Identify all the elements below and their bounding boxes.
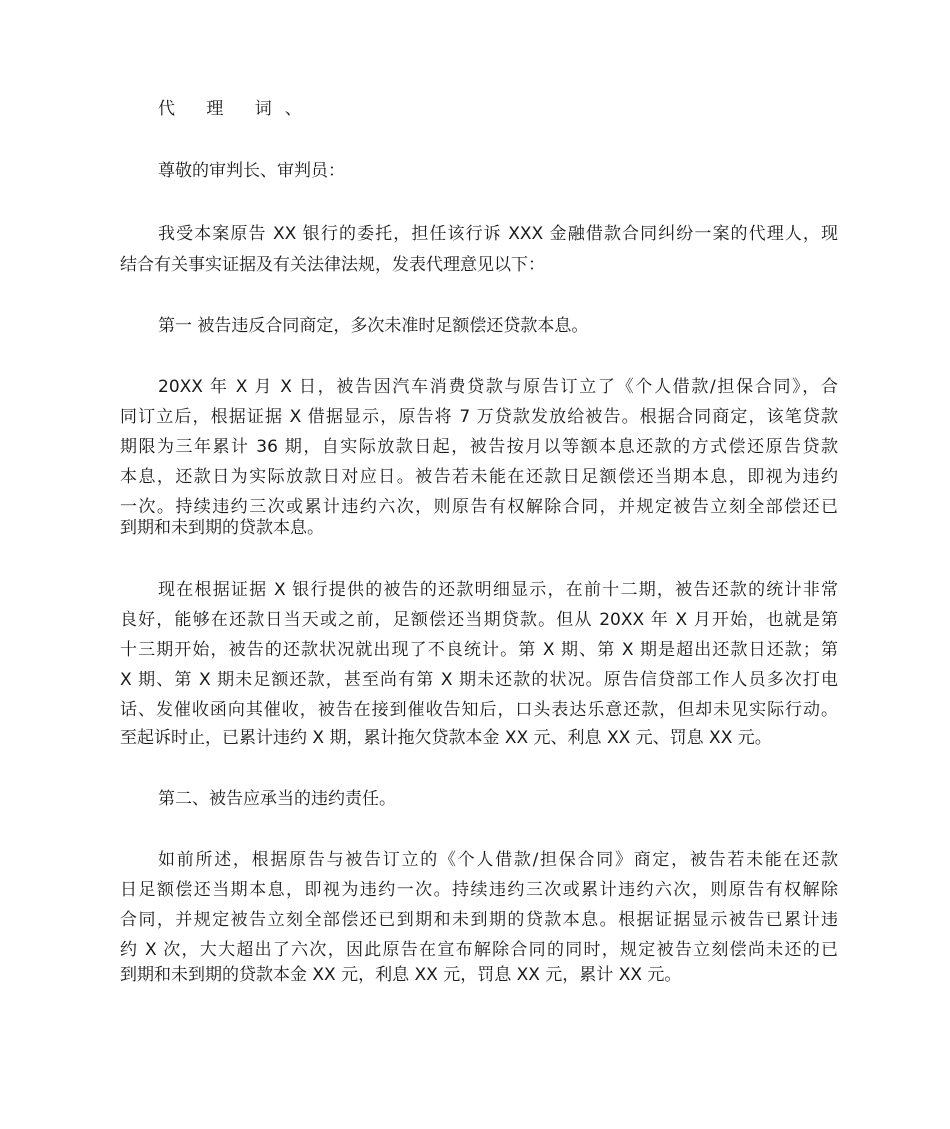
paragraph-line: 我受本案原告 XX 银行的委托，担任该行诉 XXX 金融借款合同纠纷一案的代理人，现 [158,224,838,244]
section-heading-2: 第二、被告应承当的违约责任。 [158,789,396,809]
paragraph-line: 话、发催收函向其催收，被告在接到催收告知后，口头表达乐意还款，但却未见实际行动。 [120,700,838,720]
paragraph-line: 期限为三年累计 36 期，自实际放款日起，被告按月以等额本息还款的方式偿还原告贷款 [120,437,838,457]
paragraph-line: X 期、第 X 期未足额还款，甚至尚有第 X 期未还款的状况。原告信贷部工作人员多次打电 [120,670,838,690]
paragraph-line: 如前所述，根据原告与被告订立的《个人借款/担保合同》商定，被告若未能在还款 [158,850,838,870]
paragraph-line: 结合有关事实证据及有关法律法规，发表代理意见以下： [120,255,545,275]
paragraph-line: 合同，并规定被告立刻全部偿还已到期和未到期的贷款本息。根据证据显示被告已累计违 [120,910,838,930]
paragraph-line: 20XX 年 X 月 X 日，被告因汽车消费贷款与原告订立了《个人借款/担保合同》，合 [158,377,838,397]
paragraph-line: 现在根据证据 X 银行提供的被告的还款明细显示，在前十二期，被告还款的统计非常 [158,580,838,600]
salutation: 尊敬的审判长、审判员： [158,161,345,181]
paragraph-line: 约 X 次，大大超出了六次，因此原告在宣布解除合同的同时，规定被告立刻偿尚未还的已 [120,940,838,960]
document-title: 代 理 词、 [158,99,315,119]
paragraph-line: 良好，能够在还款日当天或之前，足额偿还当期贷款。但从 20XX 年 X 月开始，也就是第 [120,610,838,630]
section-heading-1: 第一 被告违反合同商定，多次未准时足额偿还贷款本息。 [158,316,589,336]
paragraph-line: 至起诉时止，已累计违约 X 期，累计拖欠贷款本金 XX 元、利息 XX 元、罚息 XX 元。 [120,728,772,748]
paragraph-line: 日足额偿还当期本息，即视为违约一次。持续违约三次或累计违约六次，则原告有权解除 [120,880,838,900]
paragraph-line: 同订立后，根据证据 X 借据显示，原告将 7 万贷款发放给被告。根据合同商定，该笔贷款 [120,407,838,427]
paragraph-line: 到期和未到期的贷款本息。 [120,518,324,538]
paragraph-line: 到期和未到期的贷款本金 XX 元，利息 XX 元，罚息 XX 元，累计 XX 元。 [120,965,682,985]
paragraph-line: 十三期开始，被告的还款状况就出现了不良统计。第 X 期、第 X 期是超出还款日还款；第 [120,640,838,660]
paragraph-line: 一次。持续违约三次或累计违约六次，则原告有权解除合同，并规定被告立刻全部偿还已 [120,497,838,517]
paragraph-line: 本息，还款日为实际放款日对应日。被告若未能在还款日足额偿还当期本息，即视为违约 [120,467,838,487]
